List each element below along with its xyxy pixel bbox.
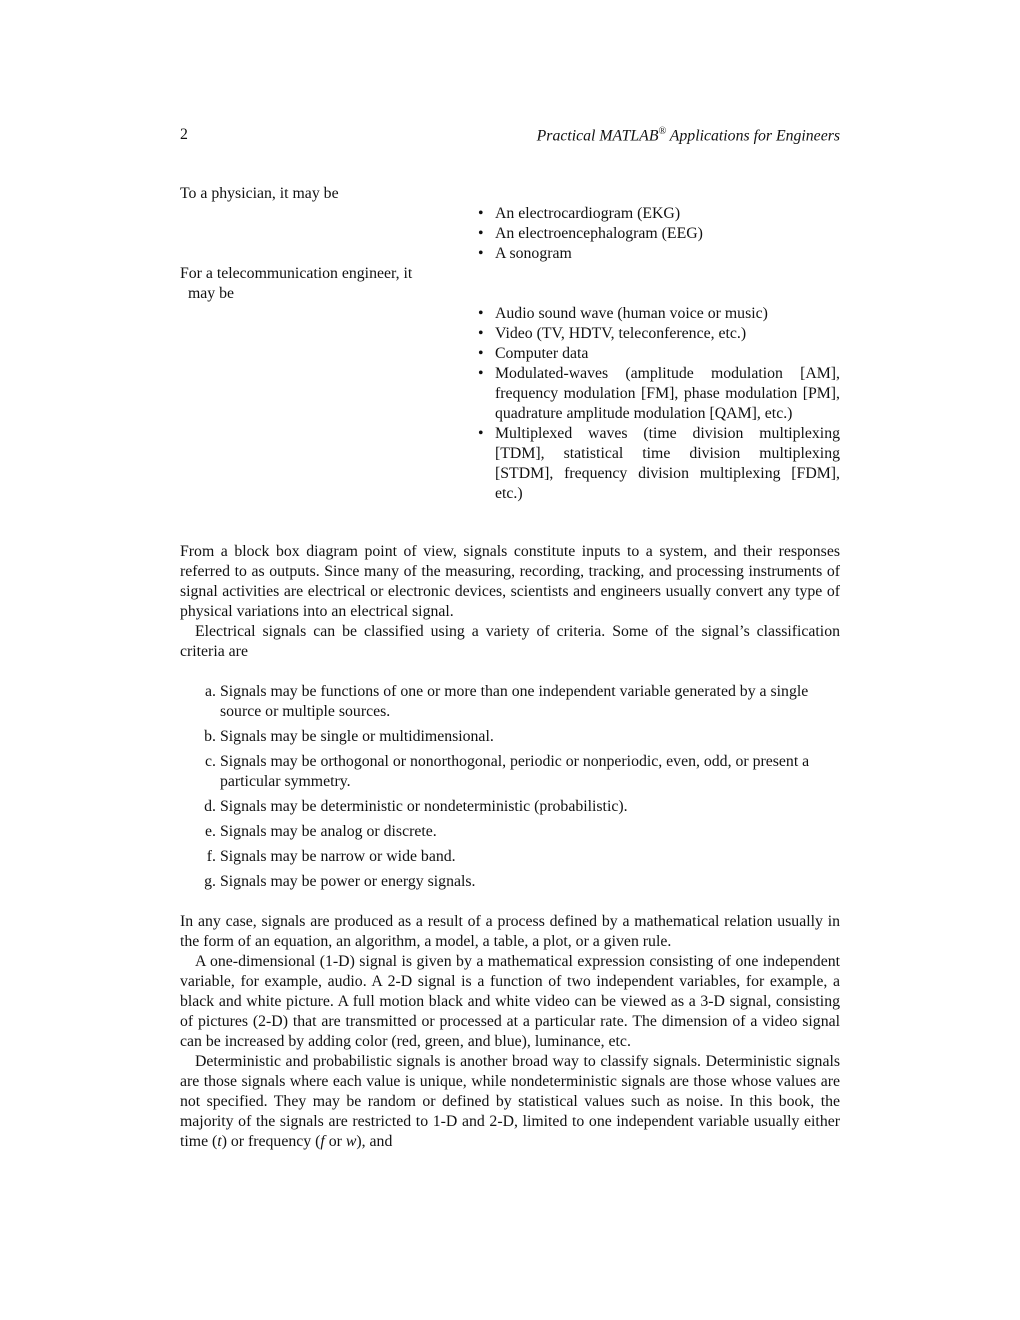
paragraph: Electrical signals can be classified using a variety of criteria. Some of the signal’s classification criteria are [180, 623, 840, 660]
list-item: e. Signals may be analog or discrete. [180, 822, 840, 842]
physician-list [476, 204, 840, 264]
list-item: c. Signals may be orthogonal or nonorthogonal, periodic or nonperiodic, even, odd, or present a particular symmetry. [180, 752, 840, 792]
list-item: • Video (TV, HDTV, teleconference, etc.) [478, 325, 747, 342]
list-marker: c. [205, 753, 216, 770]
running-title: Practical MATLAB® Applications for Engineers [536, 126, 840, 145]
variable-t: t [217, 1133, 222, 1150]
list-marker: e. [205, 823, 216, 840]
list-marker: a. [205, 683, 216, 700]
list-marker: g. [204, 873, 216, 890]
list-item: f. Signals may be narrow or wide band. [180, 847, 840, 867]
bullet-icon: • [478, 325, 484, 342]
physician-lead: To a physician, it may be [180, 185, 339, 202]
paragraph: In any case, signals are produced as a result of a process defined by a mathematical relation usually in the form of an equation, an algorithm, a model, a table, a plot, or a given rule. [180, 913, 840, 950]
list-item: • Multiplexed waves (time division multiplexing [TDM], statistical time division multiplexing [STDM], frequency division multiplexing [FDM], etc.) [478, 425, 840, 502]
list-item: • A sonogram [478, 245, 572, 262]
list-marker: f. [206, 848, 216, 865]
variable-f: f [320, 1133, 325, 1150]
list-item: • Audio sound wave (human voice or music) [478, 305, 768, 322]
telecom-list [476, 304, 840, 504]
page-number: 2 [180, 126, 188, 143]
body-block-2 [180, 912, 840, 1152]
list-marker: d. [204, 798, 216, 815]
list-item: b. Signals may be single or multidimensional. [180, 727, 840, 747]
bullet-icon: • [478, 205, 484, 222]
list-item: • Modulated-waves (amplitude modulation [AM], frequency modulation [FM], phase modulation [PM], quadrature amplitude modulation [QAM], etc.) [478, 365, 840, 422]
bullet-icon: • [478, 345, 484, 362]
registered-mark: ® [658, 126, 667, 137]
telecom-lead: For a telecommunication engineer, it may be [180, 265, 413, 302]
bullet-icon: • [478, 305, 484, 322]
bullet-icon: • [478, 245, 484, 262]
bullet-icon: • [478, 365, 484, 382]
list-item: • An electrocardiogram (EKG) [478, 205, 681, 222]
bullet-icon: • [478, 225, 484, 242]
bullet-icon: • [478, 425, 484, 442]
list-item: d. Signals may be deterministic or nondeterministic (probabilistic). [180, 797, 840, 817]
criteria-list [180, 682, 840, 897]
page-header [180, 126, 840, 148]
paragraph: From a block box diagram point of view, signals constitute inputs to a system, and their responses referred to as outputs. Since many of the measuring, recording, tracking, and processing instruments of signal activities are electrical or electronic devices, scientists and engineers usually convert any type of physical variations into an electrical signal. [180, 543, 840, 620]
list-marker: b. [204, 728, 216, 745]
paragraph: Deterministic and probabilistic signals is another broad way to classify signals. Deterministic signals are those signals where each value is unique, while nondeterministic signals are those whose values are not specified. They may be random or defined by statistical values such as noise. In this book, the majority of the signals are restricted to 1-D and 2-D, limited to one independent variable usually either time (t) or frequency (f or w), and [180, 1053, 840, 1150]
list-item: • An electroencephalogram (EEG) [478, 225, 703, 242]
variable-w: w [345, 1133, 357, 1150]
list-item: a. Signals may be functions of one or more than one independent variable generated by a single source or multiple sources. [180, 682, 840, 722]
body-block-1 [180, 542, 840, 662]
paragraph: A one-dimensional (1-D) signal is given by a mathematical expression consisting of one independent variable, for example, audio. A 2-D signal is a function of two independent variables, for example, a black and white picture. A full motion black and white video can be viewed as a 3-D signal, consisting of pictures (2-D) that are transmitted or processed at a particular rate. The dimension of a video signal can be increased by adding color (red, green, and blue), luminance, etc. [180, 953, 840, 1050]
list-item: g. Signals may be power or energy signals. [180, 872, 840, 892]
list-item: • Computer data [478, 345, 589, 362]
